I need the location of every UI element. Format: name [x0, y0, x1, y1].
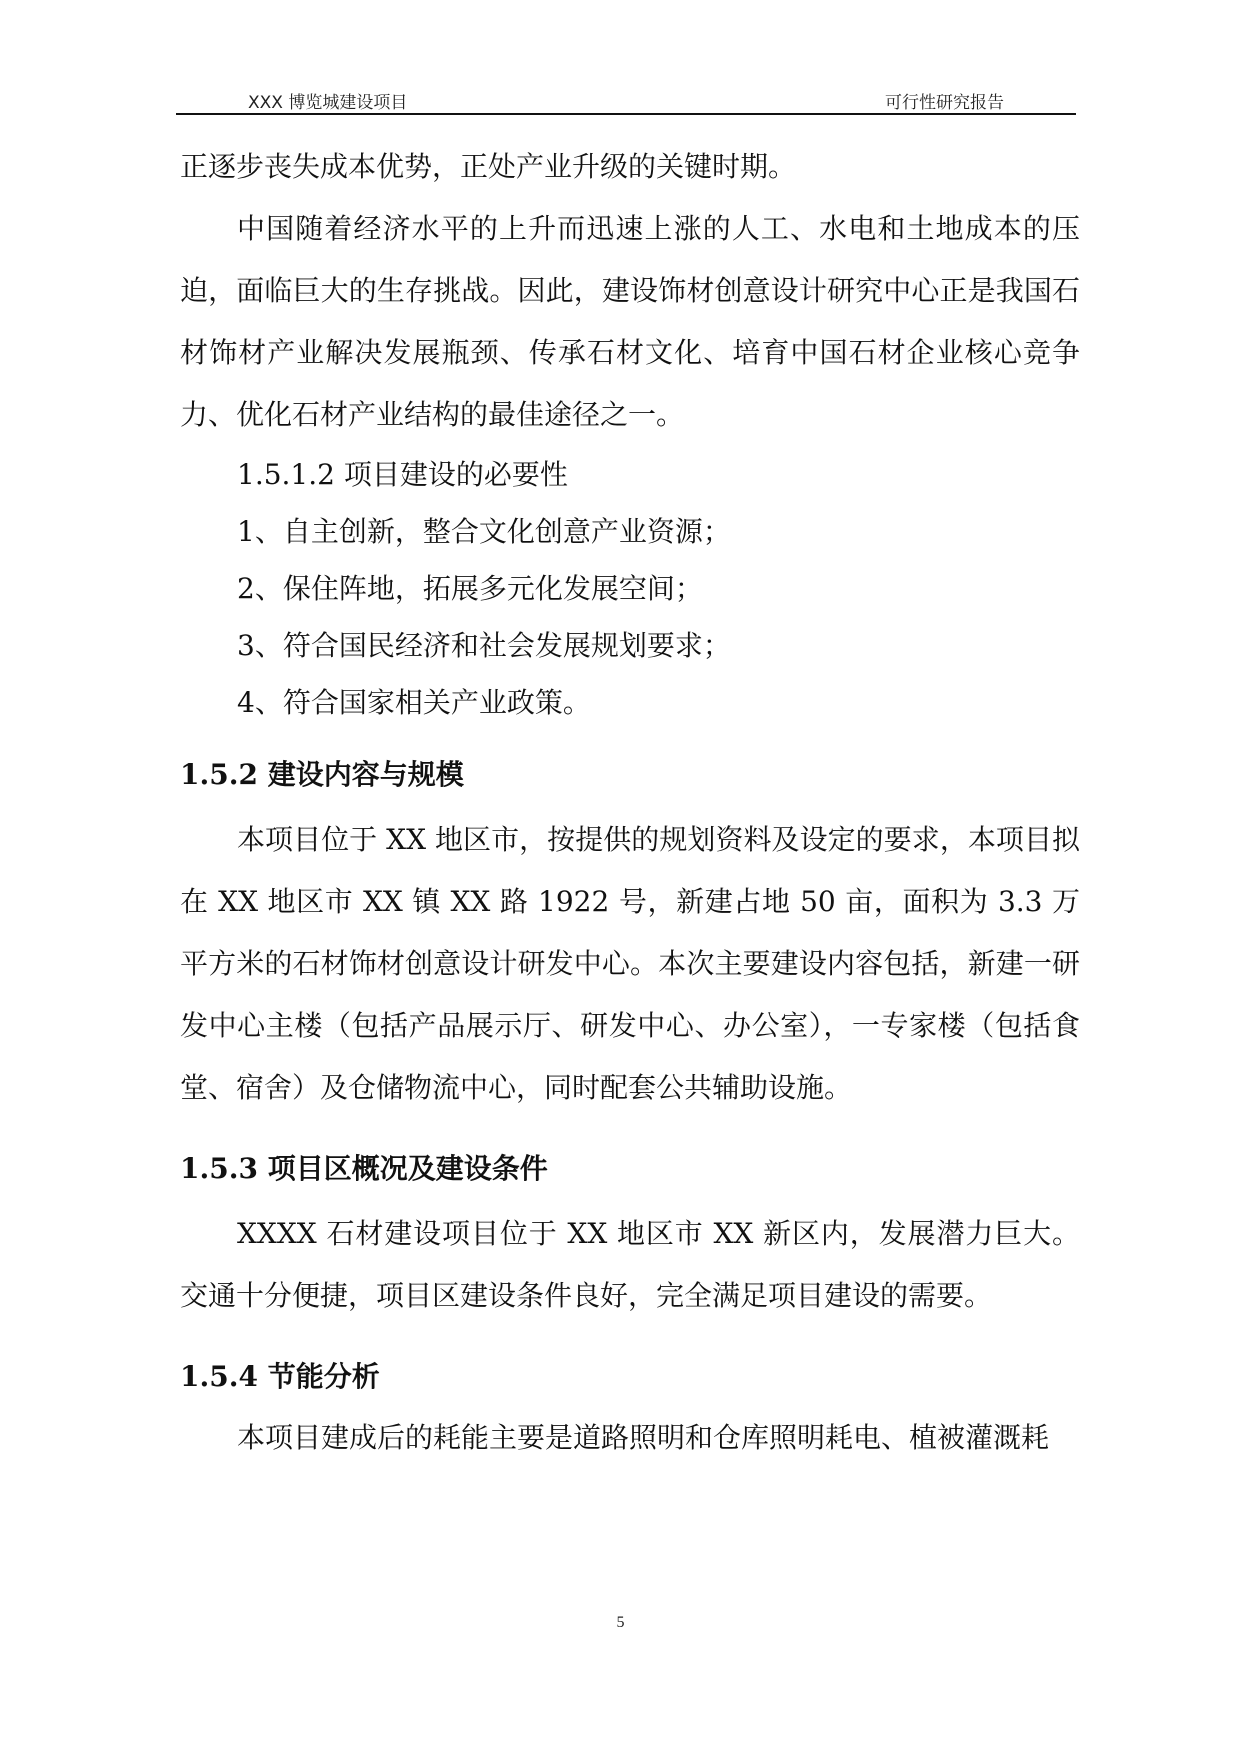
- list-item: 4、符合国家相关产业政策。: [237, 686, 591, 719]
- section-heading-1-5-4: 1.5.4 节能分析: [180, 1360, 380, 1393]
- header-project-title: XXX 博览城建设项目: [248, 93, 408, 113]
- paragraph-continuation: 正逐步丧失成本优势，正处产业升级的关键时期。: [180, 150, 797, 183]
- header-report-title: 可行性研究报告: [885, 93, 1004, 113]
- list-item: 2、保住阵地，拓展多元化发展空间；: [237, 572, 703, 605]
- paragraph-site-conditions: XXXX 石材建设项目位于 XX 地区市 XX 新区内，发展潜力巨大。交通十分便捷，项目区建设条件良好，完全满足项目建设的需要。: [180, 1217, 1080, 1312]
- paragraph-energy-analysis: 本项目建成后的耗能主要是道路照明和仓库照明耗电、植被灌溉耗: [237, 1421, 1050, 1454]
- subsection-heading-1-5-1-2: 1.5.1.2 项目建设的必要性: [237, 458, 568, 491]
- list-item: 3、符合国民经济和社会发展规划要求；: [237, 629, 731, 662]
- section-heading-1-5-3: 1.5.3 项目区概况及建设条件: [180, 1152, 548, 1185]
- paragraph-construction-scope: 本项目位于 XX 地区市，按提供的规划资料及设定的要求，本项目拟在 XX 地区市 XX 镇 XX 路 1922 号，新建占地 50 亩，面积为 3.3 万平方米的石材饰材创意设计研发中心。本次主要建设内容包括，新建一研发中心主楼（包括产品展示厅、研发中心、办公室），一专家楼（包括食堂、宿舍）及仓储物流中心，同时配套公共辅助设施。: [180, 823, 1080, 1104]
- paragraph-cost-pressure: 中国随着经济水平的上升而迅速上涨的人工、水电和土地成本的压迫，面临巨大的生存挑战。因此，建设饰材创意设计研究中心正是我国石材饰材产业解决发展瓶颈、传承石材文化、培育中国石材企业核心竞争力、优化石材产业结构的最佳途径之一。: [180, 212, 1080, 431]
- document-body: [180, 136, 1080, 1469]
- page-header: [176, 86, 1076, 112]
- header-divider: [176, 113, 1076, 115]
- list-item: 1、自主创新，整合文化创意产业资源；: [237, 515, 731, 548]
- section-heading-1-5-2: 1.5.2 建设内容与规模: [180, 758, 464, 791]
- page-number: 5: [616, 1614, 625, 1631]
